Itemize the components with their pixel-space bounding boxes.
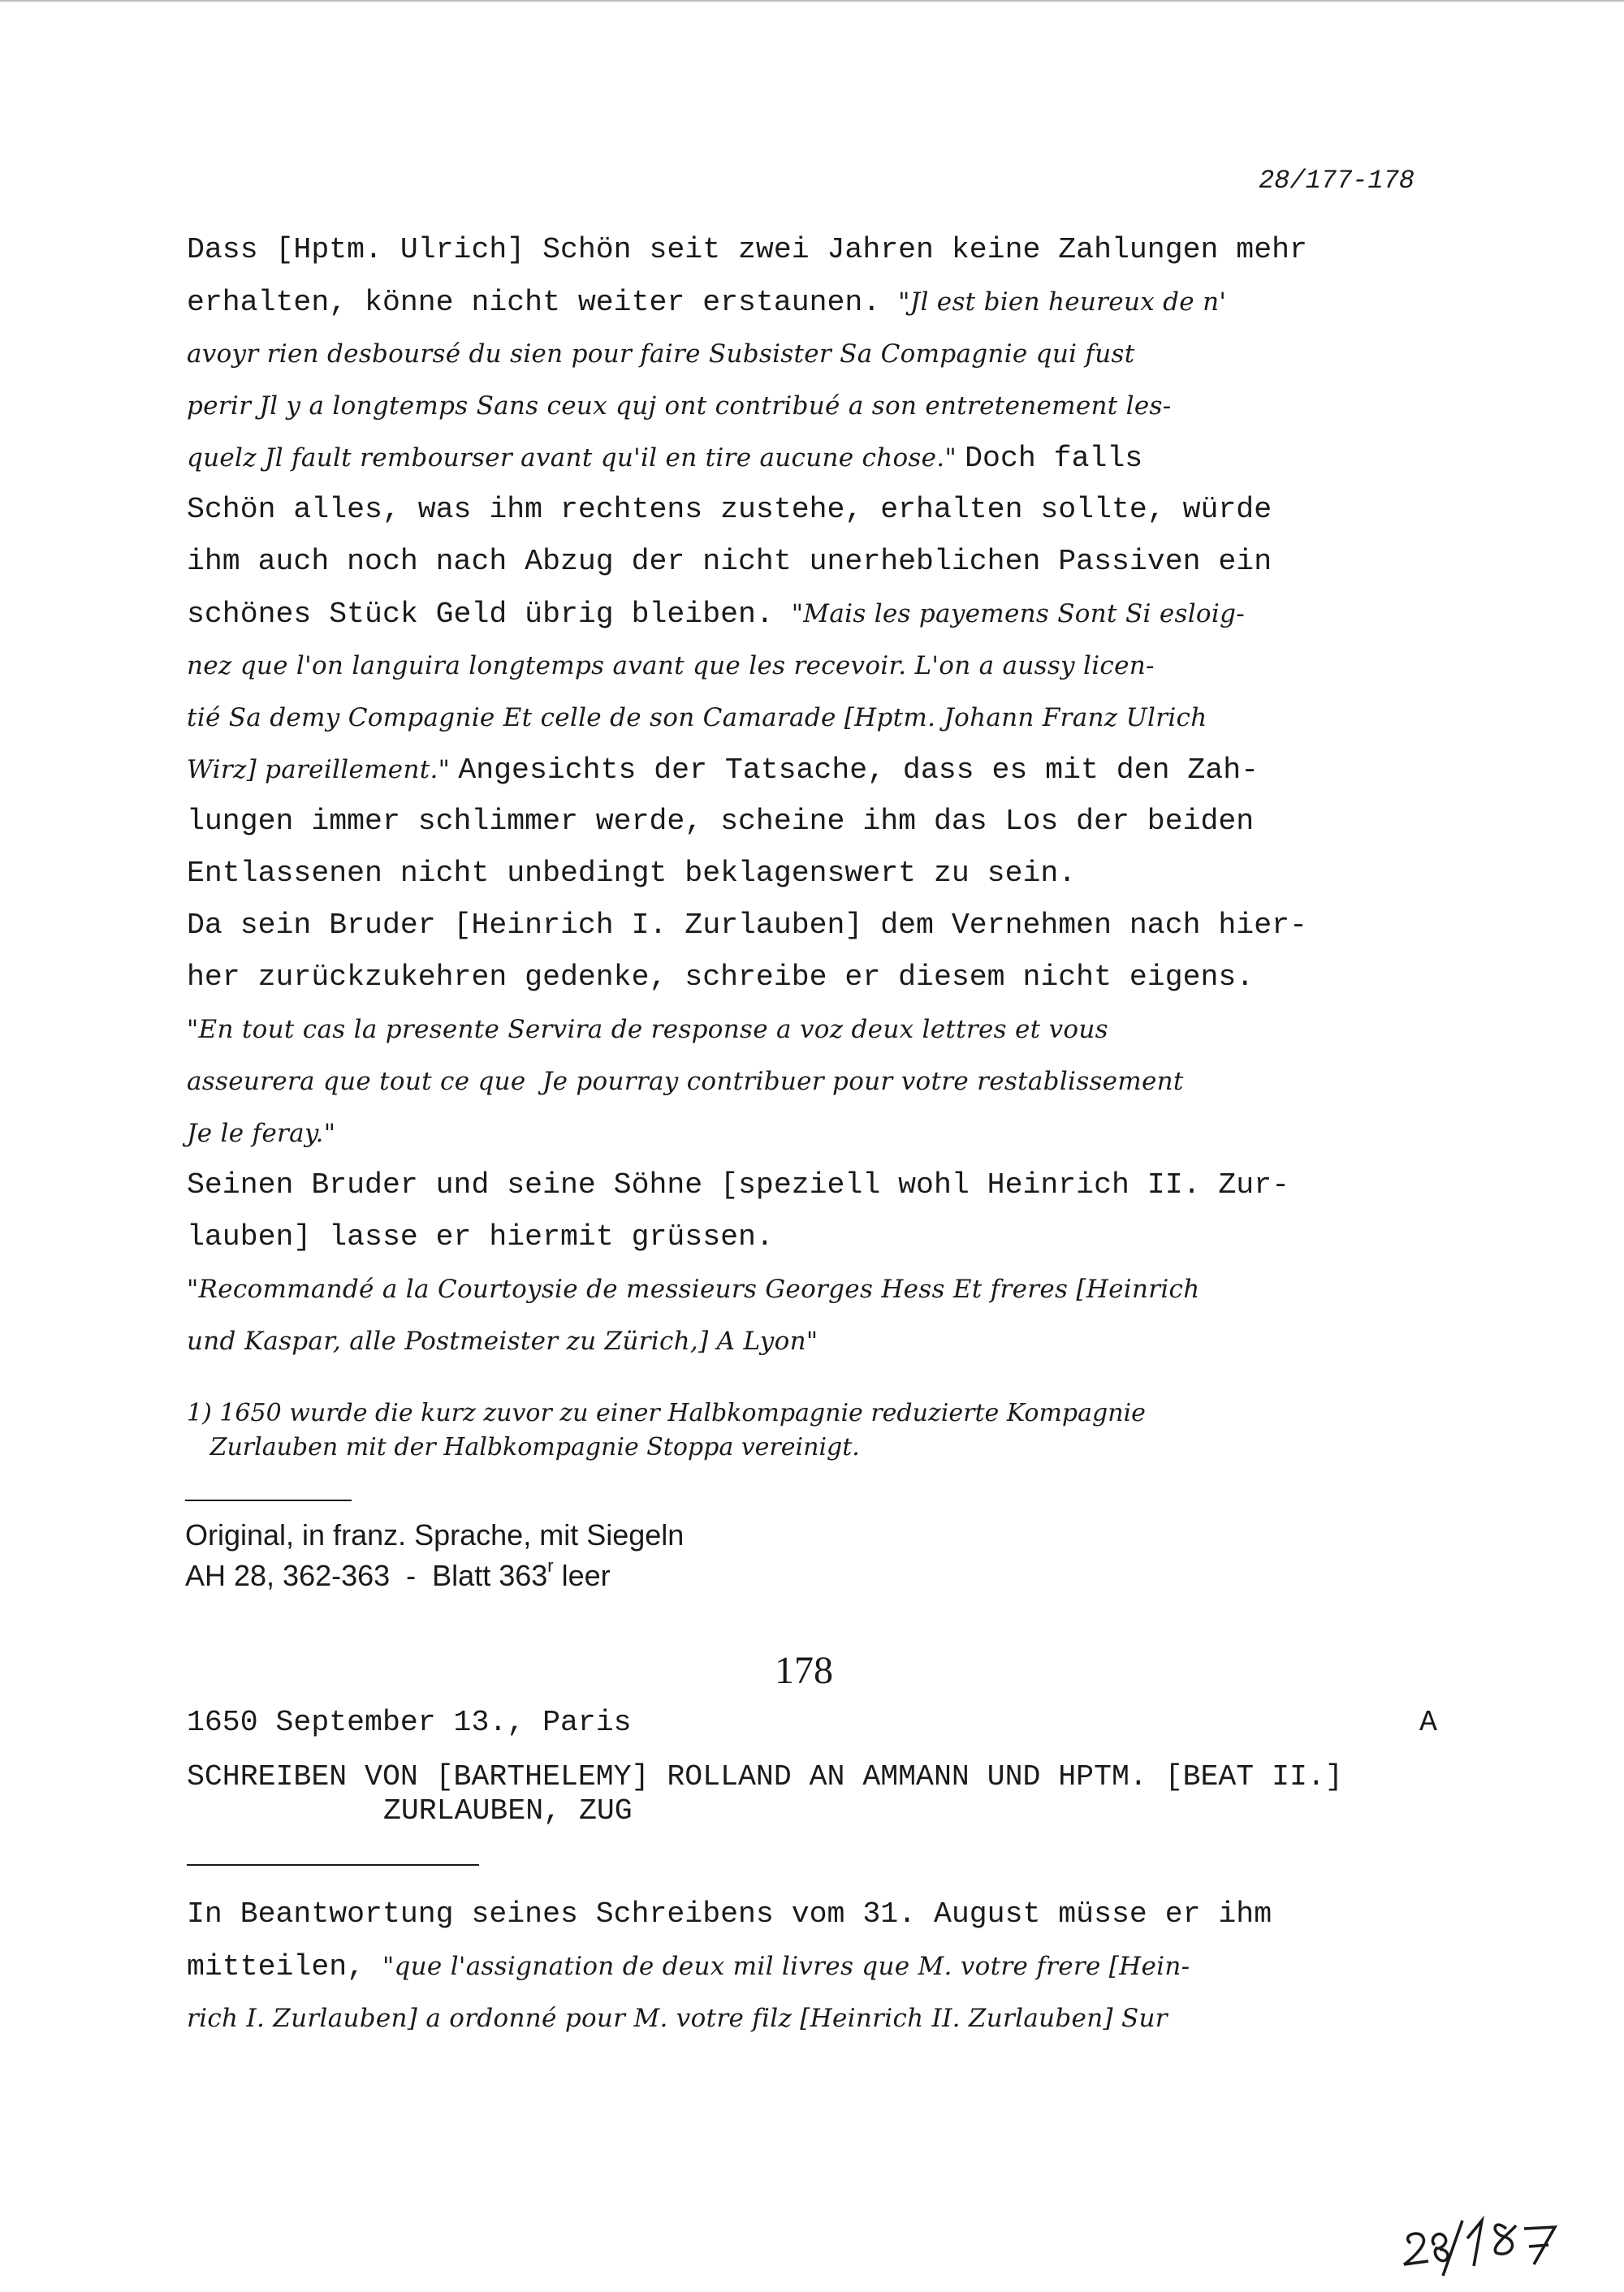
german-text: Entlassenen nicht unbedingt beklagenswert zu sein. [187,857,1077,890]
title-separator-rule [187,1864,479,1866]
text-line [187,588,1429,640]
german-text: Seinen Bruder und seine Söhne [speziell wohl Heinrich II. Zur- [187,1168,1290,1202]
text-line [187,484,1429,536]
french-quote-text: avoyr rien desboursé du sien pour faire Subsister Sa Compagnie qui fust [187,339,1135,369]
text-line [187,848,1429,900]
german-text: Da sein Bruder [Heinrich I. Zurlauben] dem Vernehmen nach hier- [187,909,1307,942]
french-quote-text: "En tout cas la presente Servira de response a voz deux lettres et vous [187,1015,1108,1044]
german-text: Doch falls [965,442,1143,475]
text-line [187,1107,1429,1159]
french-quote-text: rich I. Zurlauben] a ordonné pour M. votre filz [Heinrich II. Zurlauben] Sur [187,2004,1168,2033]
french-quote-text: "Jl est bien heureux de n' [898,287,1227,317]
french-quote-text: asseurera que tout ce que Je pourray contribuer pour votre restablissement [187,1067,1184,1096]
document-date: 1650 September 13., Paris [187,1706,632,1739]
document-title-line-2: ZURLAUBEN, ZUG [383,1794,633,1828]
french-quote-text: "que l'assignation de deux mil livres que M. votre frere [Hein- [382,1952,1190,1981]
text-line [187,640,1429,692]
handwritten-folio-number [1393,2196,1596,2277]
text-line [187,952,1429,1004]
german-text: her zurückzukehren gedenke, schreibe er diesem nicht eigens. [187,960,1255,994]
text-line [187,276,1429,328]
german-text: ihm auch noch nach Abzug der nicht unerheblichen Passiven ein [187,545,1272,578]
footnote-line: Zurlauben mit der Halbkompagnie Stoppa vereinigt. [187,1433,860,1461]
folio-superscript: r [547,1556,554,1576]
scan-border [0,0,1624,2]
document-title-line-1: SCHREIBEN VON [BARTHELEMY] ROLLAND AN AMMANN UND HPTM. [BEAT II.] [187,1760,1343,1793]
text-line [187,380,1429,432]
page-reference: 28/177-178 [1258,166,1415,196]
french-quote-text: Je le feray." [187,1119,336,1148]
text-line [187,744,1429,796]
german-text: Dass [Hptm. Ulrich] Schön seit zwei Jahren keine Zahlungen mehr [187,233,1307,266]
separator-rule [185,1500,352,1501]
french-quote-text: "Recommandé a la Courtoysie de messieurs Georges Hess Et freres [Heinrich [187,1275,1200,1304]
french-quote-text: tié Sa demy Compagnie Et celle de son Camarade [Hptm. Johann Franz Ulrich [187,703,1207,732]
text-line [187,1888,1429,1940]
text-line [187,796,1429,848]
text-line [187,328,1429,380]
document-mark: A [1419,1706,1437,1739]
text-line [187,1263,1429,1315]
footnote [187,1396,1146,1465]
text-line [187,1055,1429,1107]
text-line [187,900,1429,952]
text-line [187,1004,1429,1055]
text-line [187,1159,1429,1211]
footnote-line: 1) 1650 wurde die kurz zuvor zu einer Halbkompagnie reduzierte Kompagnie [187,1399,1146,1427]
source-line-1: Original, in franz. Sprache, mit Siegeln [185,1518,685,1552]
german-text: Angesichts der Tatsache, dass es mit den Zah- [458,753,1259,787]
french-quote-text: quelz Jl fault rembourser avant qu'il en tire aucune chose." [187,443,965,473]
french-quote-text: nez que l'on languira longtemps avant que les recevoir. L'on a aussy licen- [187,651,1155,680]
text-line [187,1940,1429,1992]
text-line [187,1992,1429,2044]
german-text: In Beantwortung seines Schreibens vom 31. August müsse er ihm [187,1897,1272,1931]
french-quote-text: "Mais les payemens Sont Si esloig- [791,599,1246,628]
german-text: Schön alles, was ihm rechtens zustehe, erhalten sollte, würde [187,493,1272,526]
french-quote-text: perir Jl y a longtemps Sans ceux quj ont contribué a son entretenement les- [187,391,1172,421]
text-line [187,432,1429,484]
german-text: mitteilen, [187,1950,382,1983]
text-line [187,1211,1429,1263]
text-line [187,536,1429,588]
text-line [187,1315,1429,1367]
german-text: schönes Stück Geld übrig bleiben. [187,598,792,631]
second-paragraph [187,1888,1429,2044]
german-text: lungen immer schlimmer werde, scheine ihm das Los der beiden [187,805,1255,838]
french-quote-text: Wirz] pareillement." [187,755,459,784]
french-quote-text: und Kaspar, alle Postmeister zu Zürich,] A Lyon" [187,1327,818,1356]
document-number: 178 [775,1649,833,1692]
text-line [187,224,1429,276]
text-line [187,692,1429,744]
german-text: erhalten, könne nicht weiter erstaunen. [187,286,899,319]
source-line-2: AH 28, 362-363 - Blatt 363$^r$ leer [185,1556,611,1592]
main-paragraph [187,224,1429,1367]
german-text: lauben] lasse er hiermit grüssen. [187,1220,774,1254]
